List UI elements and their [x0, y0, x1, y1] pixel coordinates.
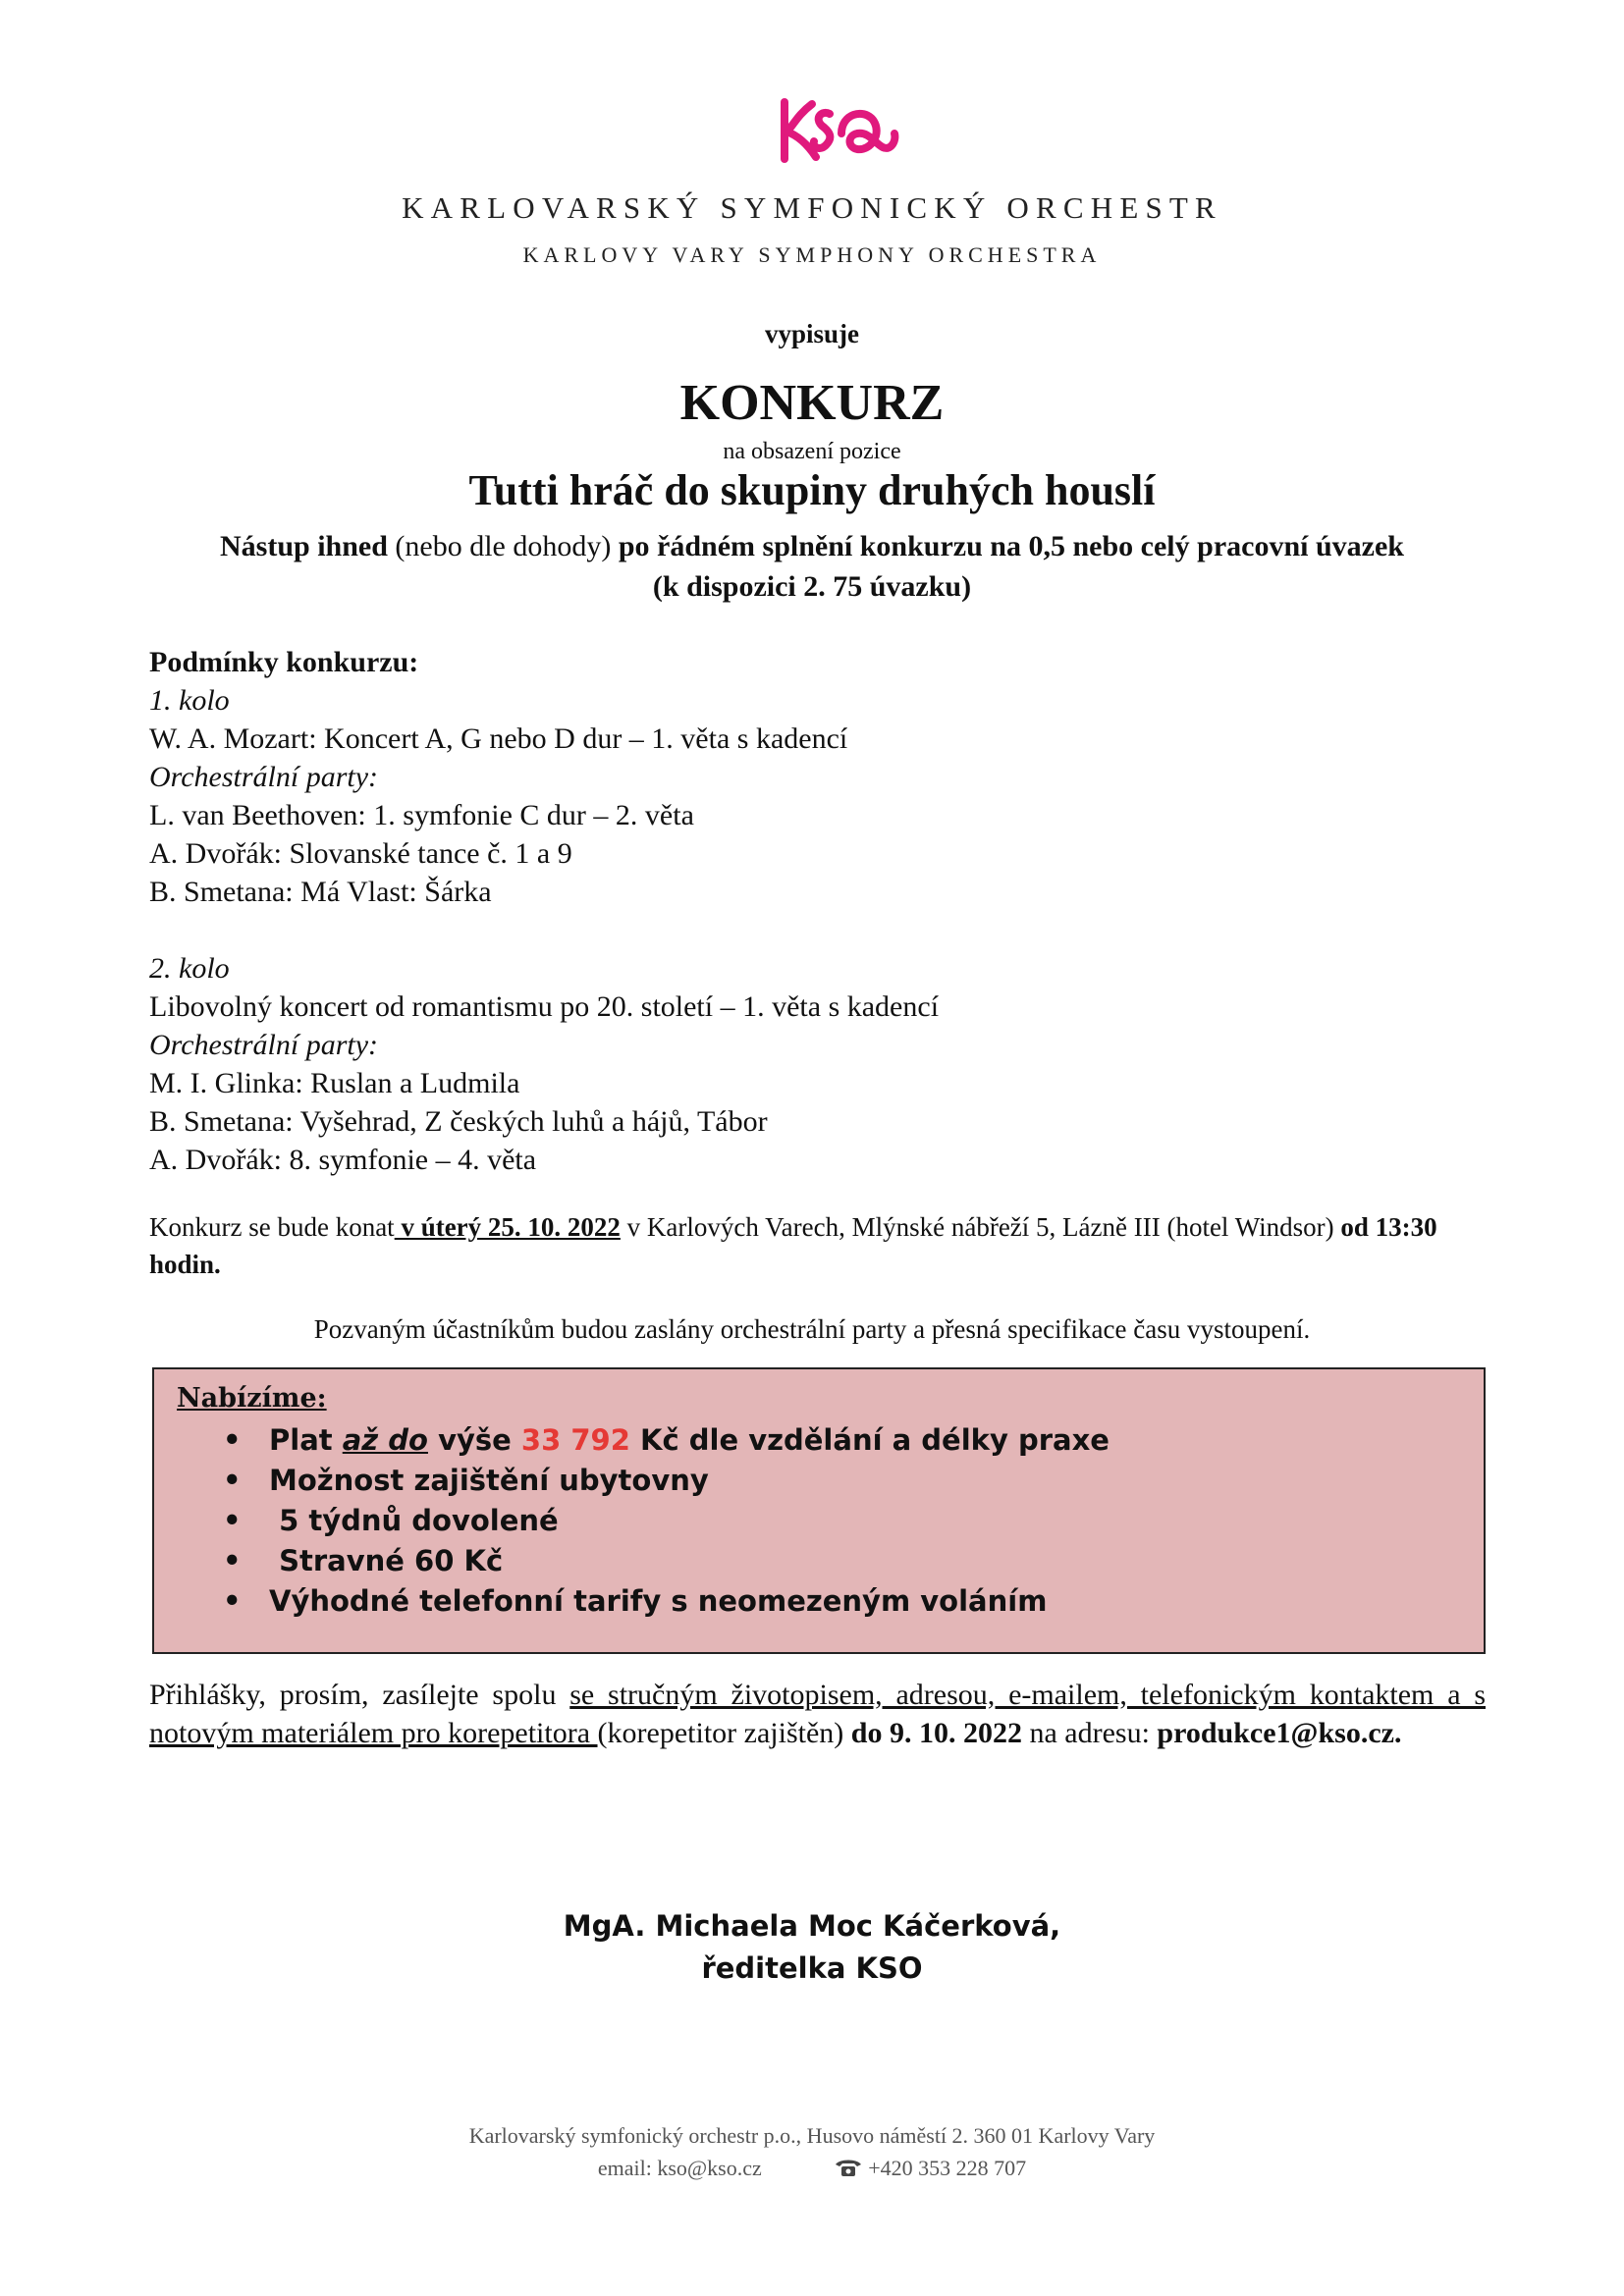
title-subtitle: na obsazení pozice — [723, 439, 901, 464]
start-line-2: (k dispozici 2. 75 úvazku) — [652, 570, 972, 603]
bullet-icon: • — [223, 1464, 242, 1497]
round1-part: A. Dvořák: Slovanské tance č. 1 a 9 — [149, 837, 572, 870]
round2-solo: Libovolný koncert od romantismu po 20. století – 1. věta s kadencí — [149, 990, 940, 1023]
invite-note: Pozvaným účastníkům budou zaslány orchestrální party a přesná specifikace času vystoupení. — [313, 1314, 1311, 1344]
start-bold-2: po řádném splnění konkurzu na 0,5 nebo celý pracovní úvazek — [618, 530, 1404, 562]
footer-address: Karlovarský symfonický orchestr p.o., Husovo náměstí 2. 360 01 Karlovy Vary — [468, 2123, 1156, 2148]
apply-deadline: do 9. 10. 2022 — [850, 1717, 1022, 1749]
telephone-icon — [834, 2158, 863, 2177]
application-info — [149, 1676, 1486, 1752]
venue-info — [149, 1208, 1485, 1283]
salary-mid: výše — [427, 1423, 521, 1457]
apply-prefix: Přihlášky, prosím, zasílejte spolu — [149, 1679, 570, 1711]
org-name-en: KARLOVY VARY SYMPHONY ORCHESTRA — [522, 242, 1102, 267]
salary-suffix: Kč dle vzdělání a délky praxe — [629, 1423, 1110, 1457]
kso-logo — [773, 94, 900, 169]
signature-name: MgA. Michaela Moc Káčerková, — [563, 1909, 1061, 1943]
position-title: Tutti hráč do skupiny druhých houslí — [468, 466, 1156, 514]
offer-item — [223, 1501, 1110, 1541]
footer-contact — [0, 2152, 1624, 2184]
salary-prefix: Plat — [269, 1423, 343, 1457]
footer-phone: +420 353 228 707 — [868, 2156, 1027, 2180]
apply-to-address: na adresu: — [1021, 1717, 1158, 1749]
offer-list — [223, 1420, 1110, 1622]
start-bold-1: Nástup ihned — [220, 530, 388, 562]
conditions-heading: Podmínky konkurzu: — [149, 646, 419, 678]
start-info — [0, 526, 1624, 607]
offer-box — [152, 1367, 1486, 1654]
round2-part: M. I. Glinka: Ruslan a Ludmila — [149, 1067, 520, 1099]
footer — [0, 2119, 1624, 2184]
venue-time: od 13:30 hodin. — [149, 1212, 1437, 1279]
apply-middle: (korepetitor zajištěn) — [597, 1717, 851, 1749]
bullet-icon: • — [223, 1423, 242, 1457]
offer-item — [223, 1541, 1110, 1581]
start-normal: (nebo dle dohody) — [387, 530, 619, 562]
offer-item-text: Stravné 60 Kč — [269, 1544, 504, 1577]
offer-item-text: Možnost zajištění ubytovny — [269, 1464, 709, 1497]
apply-requirements: se stručným životopisem, adresou, e-mailem, telefonickým kontaktem a s notovým materiálem pro korepetitora — [149, 1679, 1486, 1749]
signature — [0, 1905, 1624, 1990]
footer-email: email: kso@kso.cz — [597, 2156, 762, 2180]
offer-item — [223, 1581, 1110, 1622]
offer-item-text: Výhodné telefonní tarify s neomezeným voláním — [269, 1584, 1048, 1618]
round2-part: A. Dvořák: 8. symfonie – 4. věta — [149, 1144, 537, 1176]
apply-email: produkce1@kso.cz. — [1157, 1717, 1402, 1749]
offer-item — [223, 1461, 1110, 1501]
org-name-cz: KARLOVARSKÝ SYMFONICKÝ ORCHESTR — [402, 190, 1222, 225]
page-title: KONKURZ — [679, 375, 945, 431]
signature-role: ředitelka KSO — [701, 1951, 923, 1985]
round1-part: L. van Beethoven: 1. symfonie C dur – 2. věta — [149, 799, 694, 831]
round2-parts-label: Orchestrální party: — [149, 1029, 379, 1061]
salary-amount: 33 792 — [520, 1423, 630, 1457]
bullet-icon: • — [223, 1504, 242, 1537]
announces-text: vypisuje — [764, 319, 860, 348]
offer-title: Nabízíme: — [177, 1383, 327, 1414]
bullet-icon: • — [223, 1544, 242, 1577]
venue-date: v úterý 25. 10. 2022 — [394, 1212, 621, 1242]
offer-item-text: 5 týdnů dovolené — [269, 1504, 559, 1537]
venue-prefix: Konkurz se bude konat — [149, 1212, 395, 1242]
round1-solo: W. A. Mozart: Koncert A, G nebo D dur – 1. věta s kadencí — [149, 722, 848, 755]
round1-label: 1. kolo — [149, 684, 230, 717]
offer-item-salary — [223, 1420, 1110, 1461]
round2-part: B. Smetana: Vyšehrad, Z českých luhů a hájů, Tábor — [149, 1105, 768, 1138]
bullet-icon: • — [223, 1584, 242, 1618]
venue-location: v Karlových Varech, Mlýnské nábřeží 5, Lázně III (hotel Windsor) — [620, 1212, 1341, 1242]
round1-part: B. Smetana: Má Vlast: Šárka — [149, 876, 492, 908]
round2-label: 2. kolo — [149, 952, 230, 985]
conditions-section — [149, 643, 939, 1179]
salary-emphasis: až do — [342, 1423, 428, 1457]
round1-parts-label: Orchestrální party: — [149, 761, 379, 793]
